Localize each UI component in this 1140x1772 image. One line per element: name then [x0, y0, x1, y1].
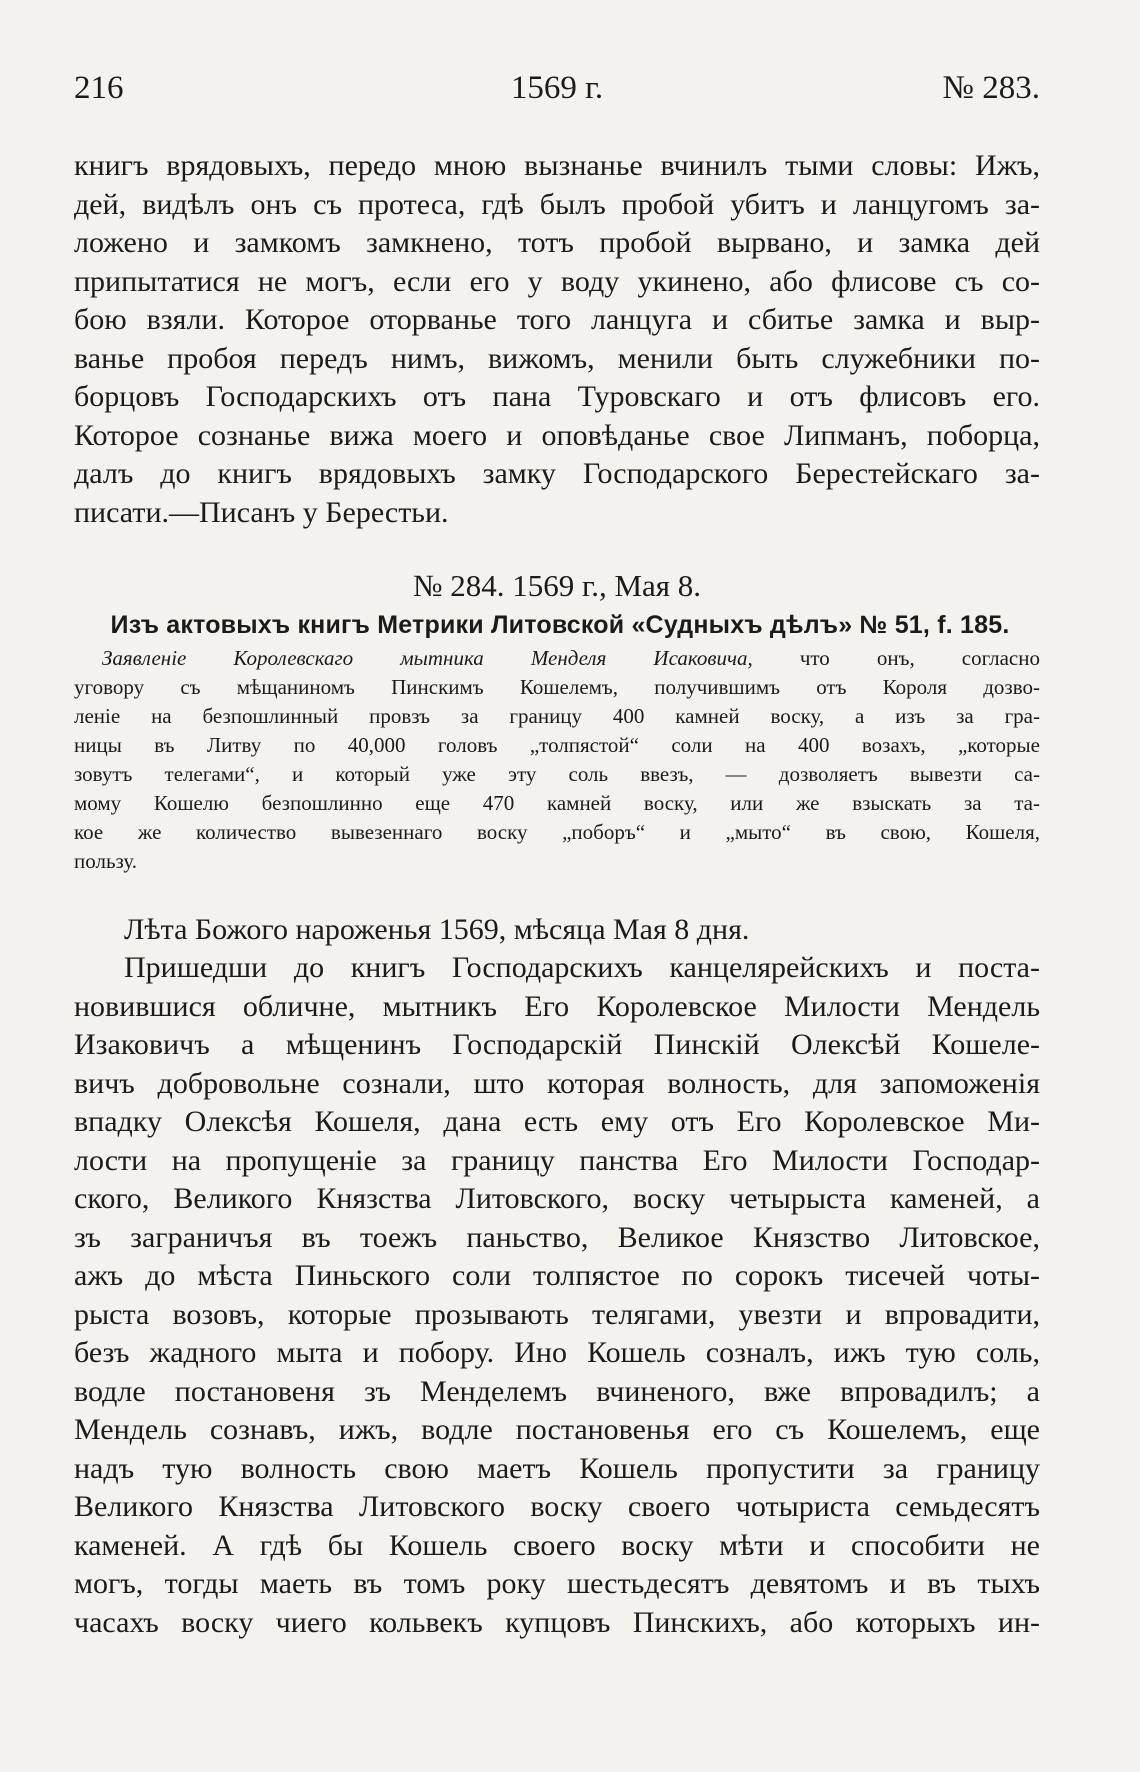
summary-line: леніе на безпошлинный провзъ за границу 400 камней воску, а изъ за гра- [74, 704, 1040, 728]
document-heading: № 284. 1569 г., Мая 8. [412, 568, 702, 603]
date-line-block [74, 911, 1040, 950]
summary-line: зовутъ телегами“, и который уже эту соль ввезъ, — дозволяетъ вывезти са- [74, 762, 1040, 786]
text-line: припытатися не могъ, если его у воду укинено, або флисове съ со- [74, 264, 1040, 298]
running-head-doc-number: № 283. [942, 70, 1040, 106]
summary-line [74, 644, 1040, 673]
running-head-year: 1569 г. [510, 70, 604, 106]
text-line: ложено и замкомъ замкнено, тотъ пробой вырвано, и замка дей [74, 226, 1040, 259]
text-line: далъ до книгъ врядовыхъ замку Господарского Берестейскаго за- [74, 457, 1040, 490]
text-line: зъ заграничъя въ тоежъ паньство, Великое Князство Литовское, [74, 1220, 1040, 1254]
text-line: лости на пропущеніе за границу панства Его Милости Господар- [74, 1143, 1040, 1177]
document-summary [74, 644, 1040, 876]
prev-document-text [74, 147, 1040, 532]
summary-line: уговору съ мѣщаниномъ Пинскимъ Кошелемъ, получившимъ отъ Короля дозво- [74, 675, 1040, 699]
summary-line: мому Кошелю безпошлинно еще 470 камней воску, или же взыскать за та- [74, 791, 1040, 815]
text-line: бою взяли. Которое оторванье того ланцуга и сбитье замка и выр- [74, 303, 1040, 336]
text-line: новившися обличне, мытникъ Его Королевское Милости Мендель [74, 989, 1040, 1023]
text-line: надъ тую волность свою маетъ Кошель пропустити за границу [74, 1451, 1040, 1485]
summary-line: кое же количество вывезеннаго воску „поборъ“ и „мыто“ въ свою, Кошеля, [74, 820, 1040, 844]
text-line: ского, Великого Князства Литовского, воску четырыста каменей, а [74, 1182, 1040, 1215]
text-line: писати.—Писанъ у Берестьи. [74, 495, 449, 529]
text-line: дей, видѣлъ онъ съ протеса, гдѣ былъ пробой убитъ и ланцугомъ за- [74, 187, 1040, 221]
text-line: могъ, тогды маеть въ томъ року шестьдесятъ девятомъ и въ тыхъ [74, 1567, 1040, 1600]
page-number: 216 [74, 70, 124, 106]
text-line: Великого Князства Литовского воску своего чотыриста семьдесятъ [74, 1490, 1040, 1523]
document-source: Изъ актовыхъ книгъ Метрики Литовской «Судныхъ дѣлъ» № 51, f. 185. [110, 611, 1010, 639]
text-line: ванье пробоя передъ нимъ, вижомъ, менили быть служебники по- [74, 341, 1040, 375]
text-line: безъ жадного мыта и побору. Ино Кошель созналъ, ижъ тую соль, [74, 1336, 1040, 1369]
summary-line-text: что онъ, согласно [799, 646, 1040, 670]
text-line: часахъ воску чиего кольвекъ купцовъ Пинскихъ, або которыхъ ин- [74, 1605, 1040, 1639]
document-main-text [74, 949, 1040, 1642]
text-line: впадку Олексѣя Кошеля, дана есть ему отъ Его Королевское Ми- [74, 1105, 1040, 1138]
running-head [74, 68, 1040, 108]
summary-line: ницы въ Литву по 40,000 головъ „толпястой“ соли на 400 возахъ, „которые [74, 733, 1040, 757]
text-line: вичъ добровольне сознали, што которая волность, для запоможенія [74, 1066, 1040, 1100]
text-line: Которое сознанье вижа моего и оповѣданье свое Липманъ, поборца, [74, 418, 1040, 452]
summary-line: пользу. [74, 849, 138, 873]
text-line: Мендель сознавъ, ижъ, водле постановенья его съ Кошелемъ, еще [74, 1413, 1040, 1446]
text-line: борцовъ Господарскихъ отъ пана Туровскаго и отъ флисовъ его. [74, 380, 1040, 413]
text-line: водле постановеня зъ Менделемъ вчиненого, вже впровадилъ; а [74, 1374, 1040, 1408]
text-line: рыста возовъ, которые прозывають телягами, увезти и впровадити, [74, 1297, 1040, 1331]
summary-title: Заявленіе Королевскаго мытника Менделя Исаковича, [102, 646, 753, 670]
date-line: Лѣта Божого нароженья 1569, мѣсяца Мая 8 дня. [124, 913, 750, 946]
text-line: книгъ врядовыхъ, передо мною вызнанье вчинилъ тыми словы: Ижъ, [74, 149, 1040, 182]
text-line: каменей. А гдѣ бы Кошель своего воску мѣти и способити не [74, 1528, 1040, 1562]
text-line: Пришедши до книгъ Господарскихъ канцелярейскихъ и поста- [124, 951, 1040, 984]
text-line: Изаковичъ а мѣщенинъ Господарскій Пинскій Олексѣй Кошеле- [74, 1028, 1040, 1061]
text-line: ажъ до мѣста Пиньского соли толпястое по сорокъ тисечей чоты- [74, 1259, 1040, 1292]
